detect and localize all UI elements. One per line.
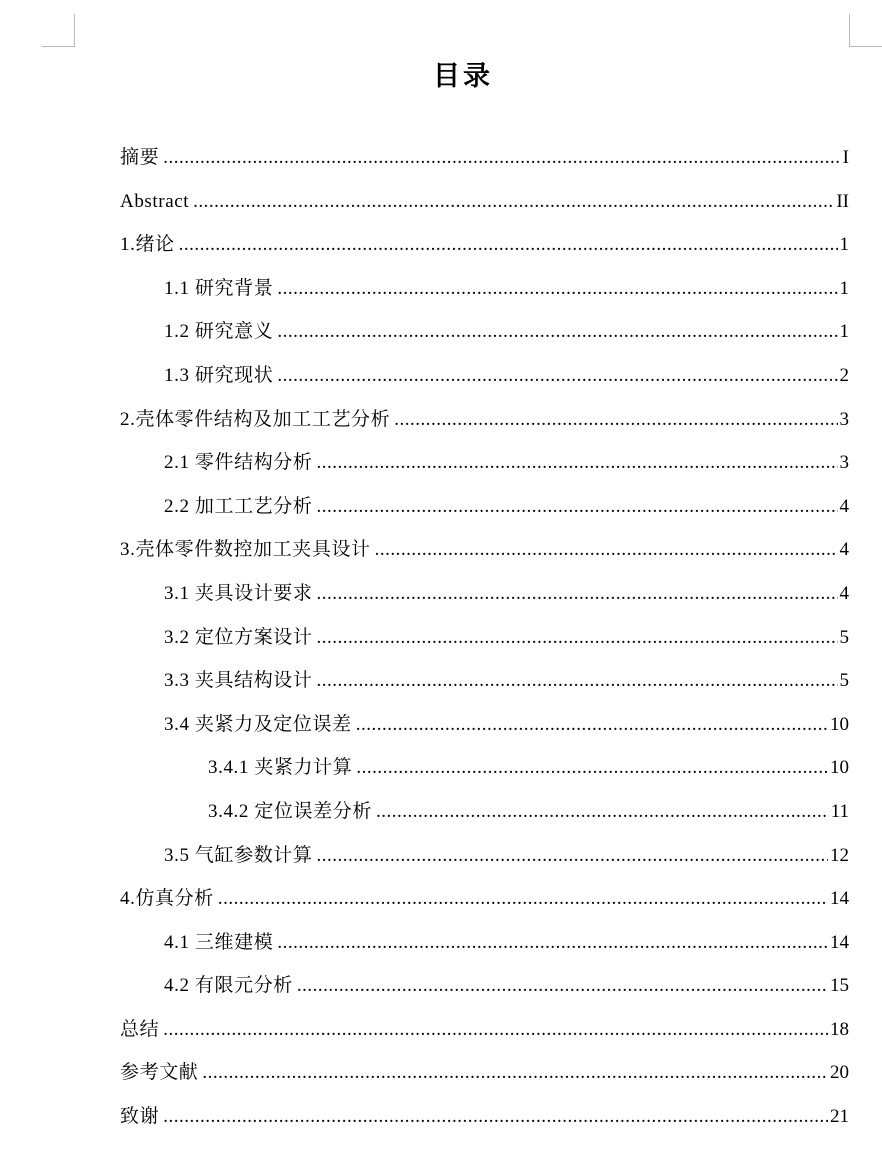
toc-dot-leader <box>317 659 838 703</box>
toc-entry-label: 1.3 研究现状 <box>164 364 274 386</box>
toc-entry[interactable] <box>120 703 849 747</box>
toc-dot-leader <box>277 310 837 354</box>
toc-entry[interactable] <box>120 877 849 921</box>
toc-dot-leader <box>297 964 828 1008</box>
toc-entry-label: 致谢 <box>120 1106 160 1128</box>
toc-entry-page-number: 1 <box>839 321 849 343</box>
toc-entry-label: Abstract <box>120 190 190 212</box>
toc-entry-label: 3.4.2 定位误差分析 <box>208 800 372 822</box>
toc-entry-page-number: 4 <box>839 582 849 604</box>
toc-entry-label: 1.2 研究意义 <box>164 321 274 343</box>
toc-dot-leader <box>277 354 837 398</box>
toc-entry-page-number: 3 <box>839 452 849 474</box>
toc-entry-page-number: 10 <box>830 713 849 735</box>
toc-entry[interactable] <box>120 354 849 398</box>
toc-dot-leader <box>277 267 837 311</box>
toc-dot-leader <box>163 136 840 180</box>
toc-entry[interactable] <box>120 1008 849 1052</box>
toc-entry-label: 2.2 加工工艺分析 <box>164 495 313 517</box>
toc-entry-label: 1.绪论 <box>120 234 175 256</box>
toc-entry-page-number: 2 <box>839 364 849 386</box>
toc-entry-label: 4.仿真分析 <box>120 888 214 910</box>
toc-dot-leader <box>179 223 838 267</box>
toc-entry-label: 4.1 三维建模 <box>164 931 274 953</box>
toc-dot-leader <box>277 921 828 965</box>
toc-entry[interactable] <box>120 180 849 224</box>
toc-entry-page-number: 10 <box>830 757 849 779</box>
toc-entry-label: 4.2 有限元分析 <box>164 975 293 997</box>
toc-entry-page-number: 5 <box>839 670 849 692</box>
page-title: 目录 <box>433 61 493 92</box>
toc-dot-leader <box>317 485 838 529</box>
toc-dot-leader <box>163 1008 828 1052</box>
toc-entry-page-number: 11 <box>830 800 849 822</box>
toc-entry-page-number: II <box>836 190 849 212</box>
toc-entry-page-number: I <box>842 147 849 168</box>
toc-entry[interactable] <box>120 1095 849 1139</box>
toc-entry-page-number: 1 <box>839 234 849 256</box>
toc-dot-leader <box>317 834 828 878</box>
toc-dot-leader <box>193 180 834 224</box>
toc-entry-label: 参考文献 <box>120 1062 199 1084</box>
toc-dot-leader <box>202 1051 828 1095</box>
toc-entry-page-number: 21 <box>830 1106 849 1128</box>
toc-entry[interactable] <box>120 485 849 529</box>
toc-entry-label: 2.壳体零件结构及加工工艺分析 <box>120 408 391 430</box>
toc-entry-page-number: 14 <box>830 931 849 953</box>
toc-entry-label: 3.壳体零件数控加工夹具设计 <box>120 539 371 561</box>
toc-entry-label: 3.5 气缸参数计算 <box>164 844 313 866</box>
toc-entry[interactable] <box>120 746 849 790</box>
toc-dot-leader <box>356 746 828 790</box>
toc-entry[interactable] <box>120 572 849 616</box>
toc-entry-label: 摘要 <box>120 147 160 168</box>
table-of-contents <box>120 136 849 1139</box>
toc-dot-leader <box>218 877 828 921</box>
toc-entry-label: 总结 <box>120 1018 160 1040</box>
toc-entry-label: 1.1 研究背景 <box>164 277 274 299</box>
toc-entry[interactable] <box>120 441 849 485</box>
toc-entry[interactable] <box>120 136 849 180</box>
toc-entry-page-number: 15 <box>830 975 849 997</box>
toc-entry-page-number: 3 <box>839 408 849 430</box>
toc-entry[interactable] <box>120 310 849 354</box>
toc-entry-label: 3.4 夹紧力及定位误差 <box>164 713 352 735</box>
toc-dot-leader <box>394 398 837 442</box>
toc-entry[interactable] <box>120 616 849 660</box>
toc-dot-leader <box>317 616 838 660</box>
toc-entry-page-number: 12 <box>830 844 849 866</box>
toc-entry-page-number: 4 <box>839 495 849 517</box>
toc-dot-leader <box>376 790 829 834</box>
toc-entry-label: 3.3 夹具结构设计 <box>164 670 313 692</box>
toc-entry[interactable] <box>120 964 849 1008</box>
toc-entry-page-number: 1 <box>839 277 849 299</box>
toc-entry-label: 2.1 零件结构分析 <box>164 452 313 474</box>
toc-dot-leader <box>356 703 828 747</box>
toc-dot-leader <box>317 572 838 616</box>
toc-entry[interactable] <box>120 1051 849 1095</box>
toc-entry-label: 3.4.1 夹紧力计算 <box>208 757 353 779</box>
toc-entry[interactable] <box>120 223 849 267</box>
toc-entry-page-number: 5 <box>839 626 849 648</box>
toc-entry[interactable] <box>120 528 849 572</box>
toc-entry-page-number: 4 <box>839 539 849 561</box>
toc-dot-leader <box>163 1095 828 1139</box>
crop-mark-top-right <box>849 14 882 47</box>
toc-entry-label: 3.1 夹具设计要求 <box>164 582 313 604</box>
toc-entry-page-number: 20 <box>830 1062 849 1084</box>
toc-entry-label: 3.2 定位方案设计 <box>164 626 313 648</box>
toc-dot-leader <box>317 441 838 485</box>
toc-entry[interactable] <box>120 659 849 703</box>
toc-entry[interactable] <box>120 398 849 442</box>
toc-entry-page-number: 18 <box>830 1018 849 1040</box>
toc-dot-leader <box>375 528 838 572</box>
toc-entry[interactable] <box>120 267 849 311</box>
toc-entry[interactable] <box>120 921 849 965</box>
toc-entry-page-number: 14 <box>830 888 849 910</box>
toc-entry[interactable] <box>120 790 849 834</box>
crop-mark-top-left <box>42 14 75 47</box>
toc-entry[interactable] <box>120 834 849 878</box>
